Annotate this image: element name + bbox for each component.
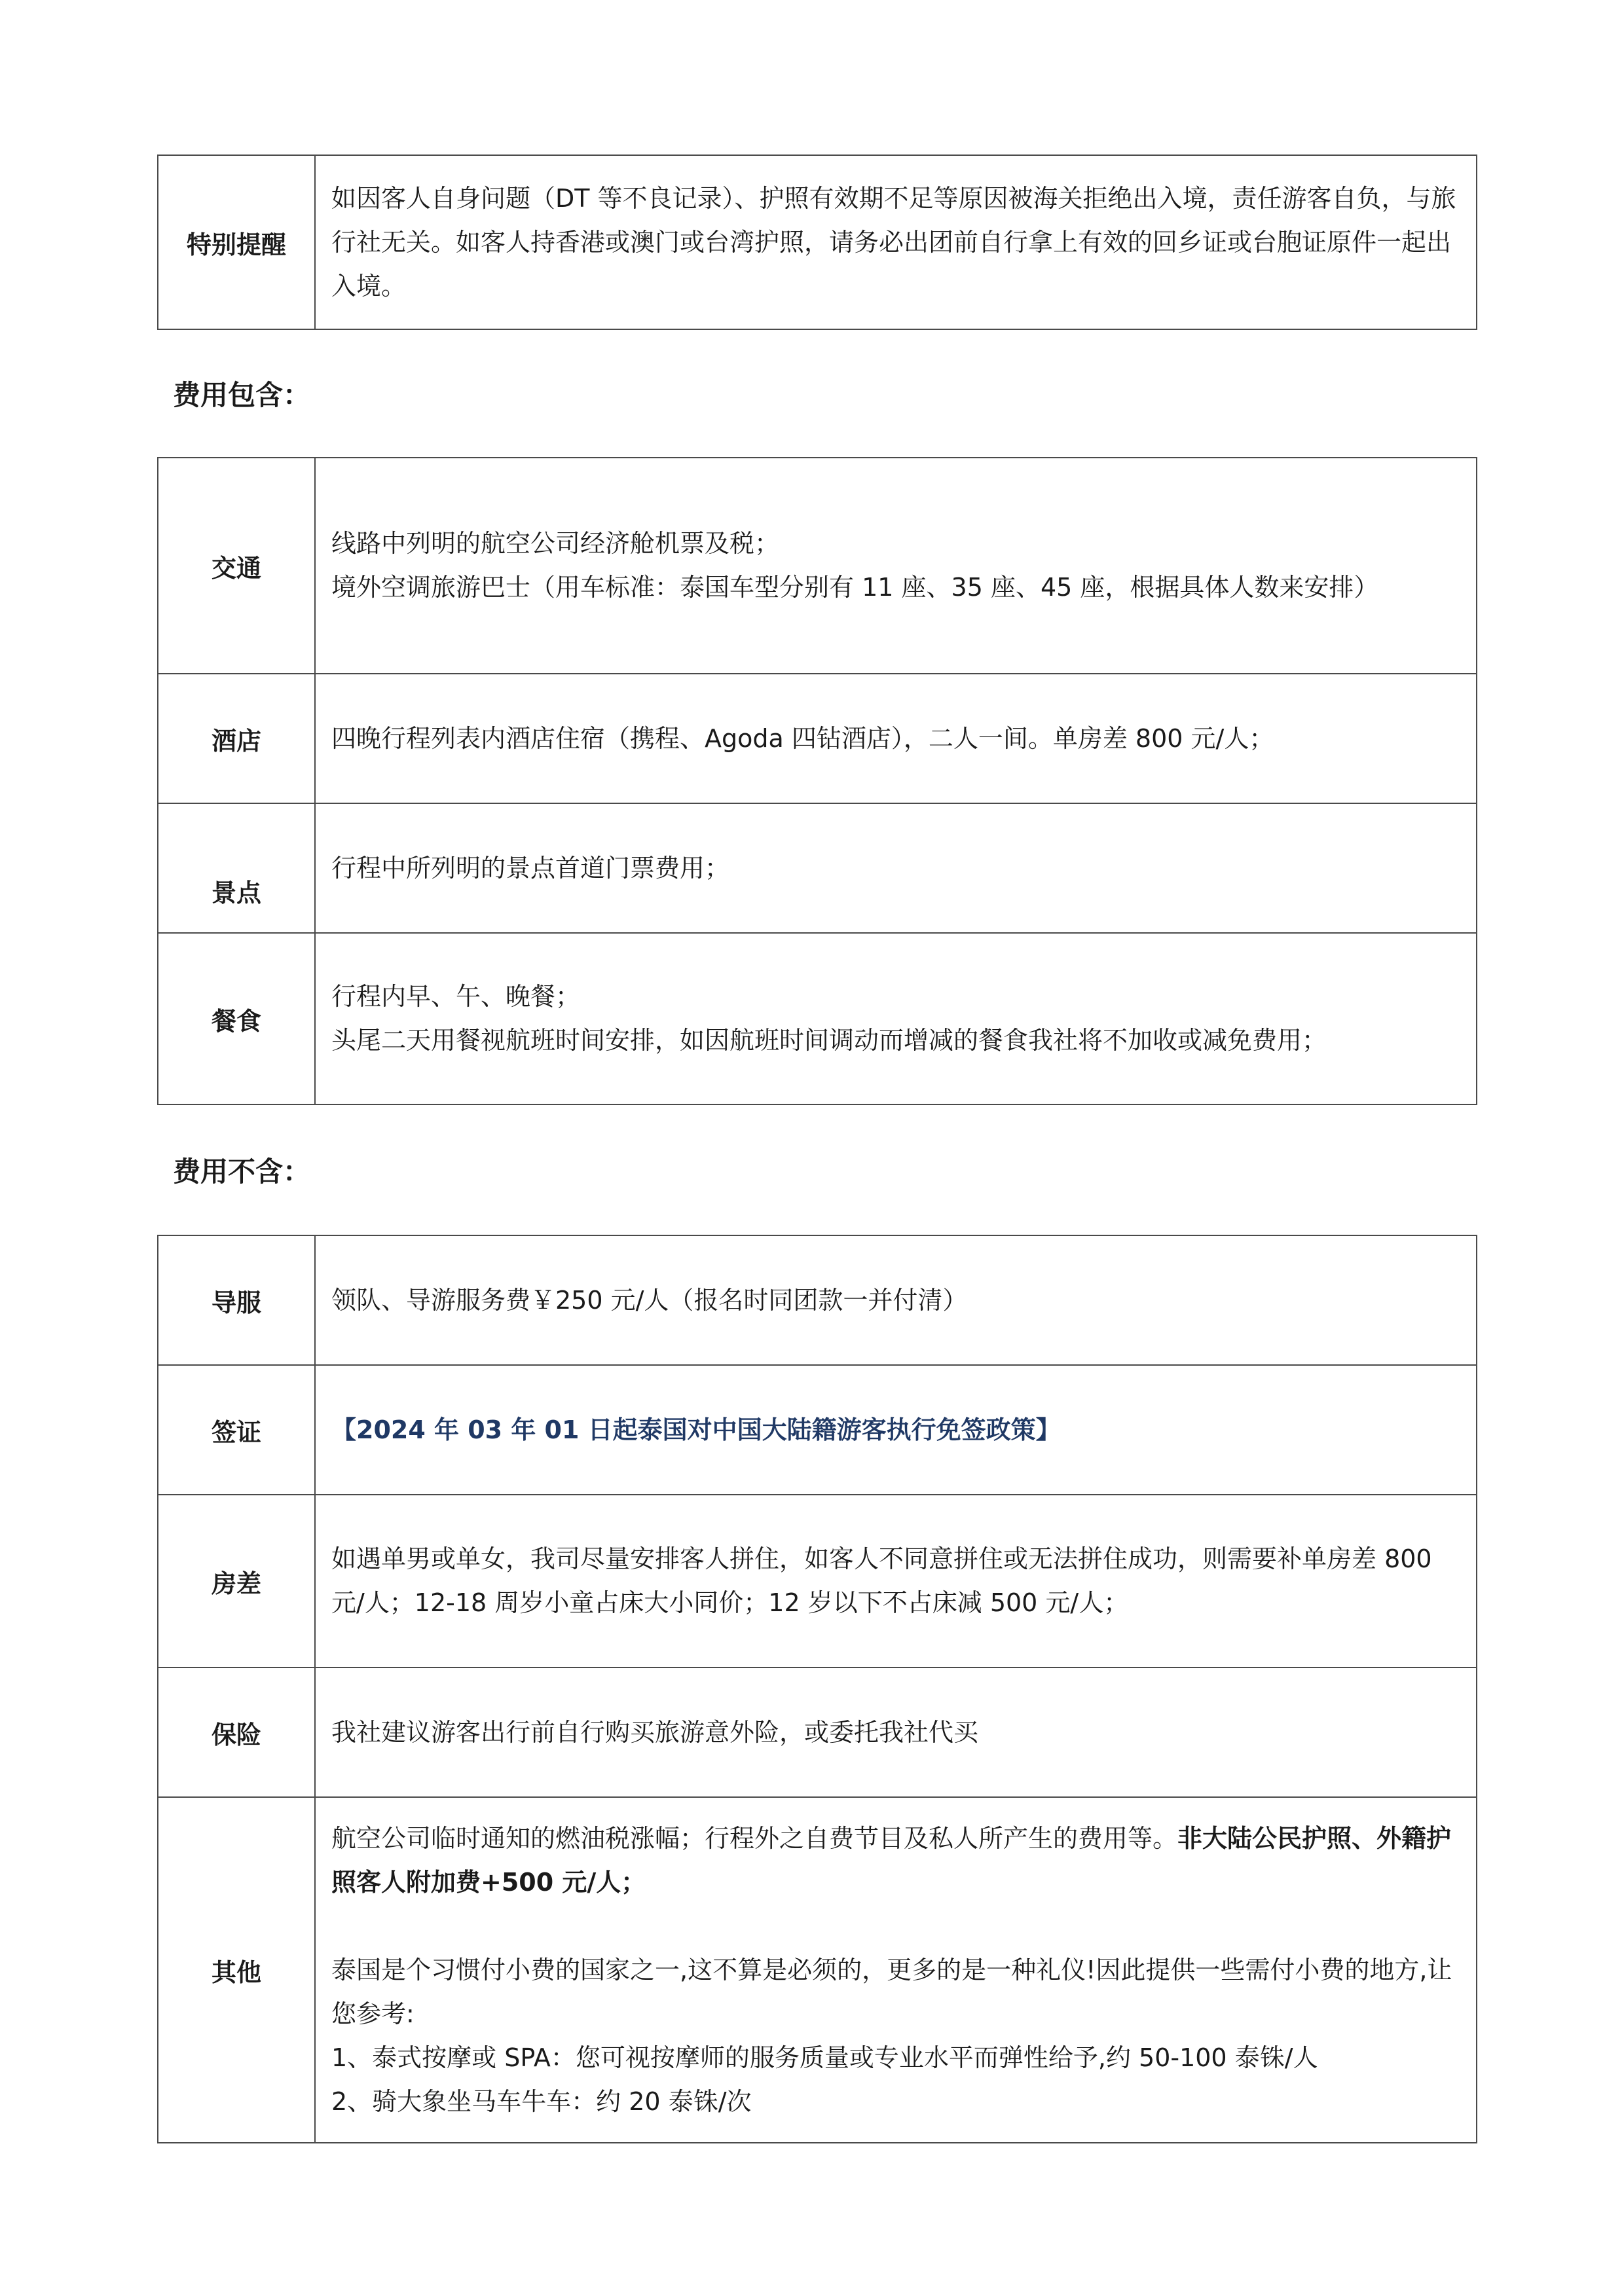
table-row <box>158 674 1477 803</box>
table-row <box>158 1495 1477 1667</box>
excluded-table <box>157 1235 1477 2143</box>
text-line: 头尾二天用餐视航班时间安排，如因航班时间调动而增减的餐食我社将不加收或减免费用； <box>331 1026 1327 1055</box>
other-paragraph-2: 泰国是个习惯付小费的国家之一,这不算是必须的，更多的是一种礼仪!因此提供一些需付小费的地方,让您参考: <box>331 1955 1452 2028</box>
included-heading: 费用包含： <box>173 379 311 411</box>
row-value-meals <box>315 933 1477 1104</box>
row-label-transport: 交通 <box>158 458 315 674</box>
row-label-sights: 景点 <box>158 803 315 933</box>
table-row <box>158 933 1477 1104</box>
row-label-guide: 导服 <box>158 1235 315 1365</box>
row-value-sights: 行程中所列明的景点首道门票费用； <box>315 803 1477 933</box>
paragraph-gap <box>331 1904 1462 1948</box>
notice-label: 特别提醒 <box>158 155 315 329</box>
notice-table <box>157 155 1477 330</box>
row-label-visa: 签证 <box>158 1365 315 1495</box>
row-value-insurance: 我社建议游客出行前自行购买旅游意外险，或委托我社代买 <box>315 1667 1477 1797</box>
text-line: 线路中列明的航空公司经济舱机票及税； <box>331 529 780 558</box>
table-row <box>158 458 1477 674</box>
other-surcharge: 非大陆公民护照、外籍护照客人附加费+500 元/人； <box>331 1823 1452 1897</box>
table-row <box>158 1797 1477 2143</box>
row-label-hotel: 酒店 <box>158 674 315 803</box>
row-value-room: 如遇单男或单女，我司尽量安排客人拼住，如客人不同意拼住或无法拼住成功，则需要补单房差 800 元/人；12-18 周岁小童占床大小同价；12 岁以下不占床减 500 元/人； <box>315 1495 1477 1667</box>
notice-text: 如因客人自身问题（DT 等不良记录）、护照有效期不足等原因被海关拒绝出入境，责任游客自负，与旅行社无关。如客人持香港或澳门或台湾护照，请务必出团前自行拿上有效的回乡证或台胞证原件一起出入境。 <box>315 155 1477 329</box>
row-value-hotel: 四晚行程列表内酒店住宿（携程、Agoda 四钻酒店），二人一间。单房差 800 元/人； <box>315 674 1477 803</box>
row-label-meals: 餐食 <box>158 933 315 1104</box>
row-value-visa: 【2024 年 03 年 01 日起泰国对中国大陆籍游客执行免签政策】 <box>315 1365 1477 1495</box>
text-line: 境外空调旅游巴士（用车标准：泰国车型分别有 11 座、35 座、45 座，根据具体人数来安排） <box>331 573 1379 602</box>
row-value-transport <box>315 458 1477 674</box>
row-value-other <box>315 1797 1477 2143</box>
tip-item: 2、骑大象坐马车牛车：约 20 泰铢/次 <box>331 2086 752 2116</box>
other-paragraph-1 <box>331 1817 1462 1904</box>
other-text: 航空公司临时通知的燃油税涨幅；行程外之自费节目及私人所产生的费用等。 <box>331 1823 1178 1853</box>
table-row <box>158 1667 1477 1797</box>
tip-item: 1、泰式按摩或 SPA：您可视按摩师的服务质量或专业水平而弹性给予,约 50-100 泰铢/人 <box>331 2043 1318 2072</box>
table-row <box>158 803 1477 933</box>
row-label-room: 房差 <box>158 1495 315 1667</box>
row-label-other: 其他 <box>158 1797 315 2143</box>
text-line: 行程内早、午、晚餐； <box>331 982 581 1011</box>
row-value-guide: 领队、导游服务费￥250 元/人（报名时同团款一并付清） <box>315 1235 1477 1365</box>
excluded-heading: 费用不含： <box>173 1156 311 1188</box>
table-row <box>158 1235 1477 1365</box>
row-label-insurance: 保险 <box>158 1667 315 1797</box>
included-table <box>157 457 1477 1105</box>
table-row <box>158 1365 1477 1495</box>
